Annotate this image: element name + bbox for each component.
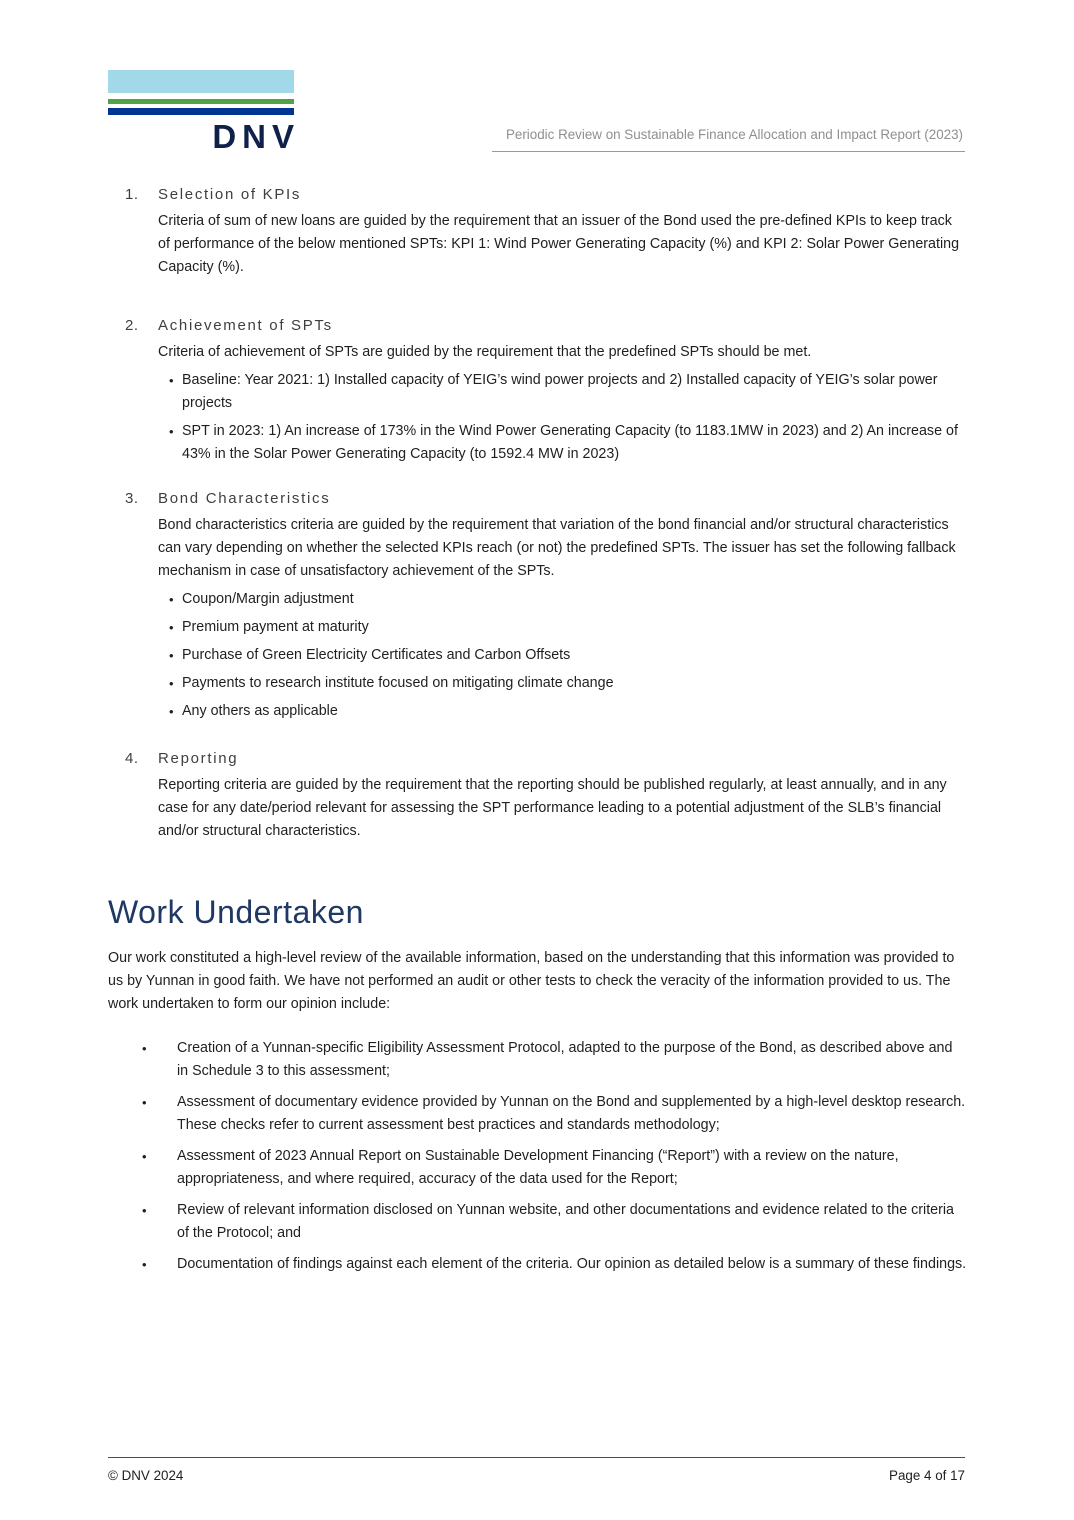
bullet-item: • Review of relevant information disclosed on Yunnan website, and other documentations and evidence related to the criteria of the Protocol; and [177, 1199, 967, 1245]
work-undertaken-intro: Our work constituted a high-level review of the available information, based on the understanding that this information was provided to us by Yunnan in good faith. We have not performed an audit or other tests to check the veracity of the information provided to us. The work undertaken to form our opinion include: [108, 950, 955, 1012]
footer-page-number: Page 4 of 17 [889, 1468, 965, 1483]
section-reporting [108, 750, 966, 843]
dnv-wordmark: DNV [212, 118, 300, 155]
page-header [108, 70, 965, 155]
running-header-title: Periodic Review on Sustainable Finance Allocation and Impact Report (2023) [492, 126, 965, 152]
logo-dark-blue-bar [108, 108, 294, 115]
footer-divider [108, 1457, 965, 1458]
page-footer [108, 1457, 965, 1483]
work-undertaken-heading: Work Undertaken [108, 894, 364, 930]
footer-copyright: © DNV 2024 [108, 1468, 184, 1483]
section-heading [125, 317, 966, 334]
section-title: Bond Characteristics [158, 490, 331, 507]
section-heading [125, 490, 966, 507]
bullet-item: • Payments to research institute focused on mitigating climate change [182, 672, 963, 695]
section-heading [125, 750, 966, 767]
section-title: Selection of KPIs [158, 186, 302, 203]
section-title: Achievement of SPTs [158, 317, 333, 334]
section-title: Reporting [158, 750, 239, 767]
bullet-item: • SPT in 2023: 1) An increase of 173% in the Wind Power Generating Capacity (to 1183.1MW in 2023) and 2) An increase of 43% in the Solar Power Generating Capacity (to 1592.4 MW in 2023) [182, 420, 963, 466]
logo-light-blue-bar [108, 70, 294, 93]
bullet-item: • Assessment of 2023 Annual Report on Sustainable Development Financing (“Report”) with a review on the nature, appropriateness, and where required, accuracy of the data used for the Report; [177, 1145, 967, 1191]
bullet-item: • Any others as applicable [182, 700, 963, 723]
bullet-item: • Baseline: Year 2021: 1) Installed capacity of YEIG’s wind power projects and 2) Installed capacity of YEIG’s solar power projects [182, 369, 963, 415]
section-achievement-of-spts [108, 317, 966, 466]
bullet-item: • Premium payment at maturity [182, 616, 963, 639]
bullet-item: • Coupon/Margin adjustment [182, 588, 963, 611]
logo-green-bar [108, 99, 294, 104]
work-undertaken-bullet-list [108, 1037, 966, 1276]
section-content [158, 341, 963, 466]
footer-row [108, 1468, 965, 1483]
section-body: Reporting criteria are guided by the requirement that the reporting should be published regularly, at least annually, and in any case for any date/period relevant for assessing the SPT performance leading to a potential adjustment of the SLB’s financial and/or structural characteristics. [158, 777, 947, 839]
section-bond-characteristics [108, 490, 966, 723]
section-body: Criteria of sum of new loans are guided by the requirement that an issuer of the Bond used the pre-defined KPIs to keep track of performance of the below mentioned SPTs: KPI 1: Wind Power Generating Capacity (%) and KPI 2: Solar Power Generating Capacity (%). [158, 213, 960, 275]
section-content [158, 210, 963, 279]
dnv-logo [108, 70, 300, 155]
bullet-item: • Creation of a Yunnan-specific Eligibility Assessment Protocol, adapted to the purpose of the Bond, as described above and in Schedule 3 to this assessment; [177, 1037, 967, 1083]
section-body: Bond characteristics criteria are guided by the requirement that variation of the bond financial and/or structural characteristics can vary depending on whether the selected KPIs reach (or not) the predefined SPTs. The issuer has set the following fallback mechanism in case of unsatisfactory achievement of the SPTs. [158, 517, 956, 579]
bullet-item: • Purchase of Green Electricity Certificates and Carbon Offsets [182, 644, 963, 667]
section-heading [125, 186, 966, 203]
work-undertaken-section [108, 892, 966, 1284]
section-number: 3. [125, 490, 139, 507]
section-bullet-list [158, 369, 963, 466]
section-content [158, 774, 963, 843]
section-number: 2. [125, 317, 139, 334]
section-content [158, 514, 963, 723]
section-bullet-list [158, 588, 963, 723]
section-number: 4. [125, 750, 139, 767]
criteria-sections [108, 186, 966, 843]
section-selection-of-kpis [108, 186, 966, 279]
section-number: 1. [125, 186, 139, 203]
bullet-item: • Assessment of documentary evidence provided by Yunnan on the Bond and supplemented by a high-level desktop research. These checks refer to current assessment best practices and standards methodology; [177, 1091, 967, 1137]
bullet-item: • Documentation of findings against each element of the criteria. Our opinion as detailed below is a summary of these findings. [177, 1253, 967, 1276]
section-body: Criteria of achievement of SPTs are guided by the requirement that the predefined SPTs should be met. [158, 344, 812, 360]
